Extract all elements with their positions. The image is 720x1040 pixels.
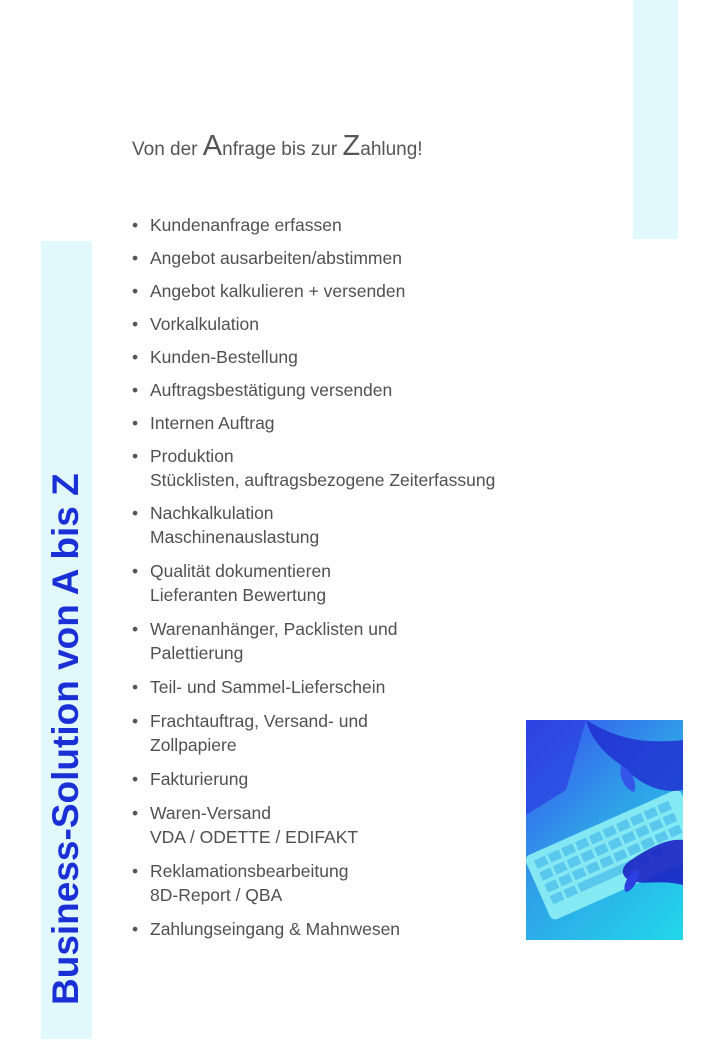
step-detail: Zollpapiere [150, 735, 237, 755]
process-step [132, 213, 602, 237]
process-step [132, 617, 602, 665]
step-detail: Palettierung [150, 643, 244, 663]
step-label: • Kundenanfrage erfassen [150, 215, 342, 235]
side-title: Business-Solution von A bis Z [45, 473, 86, 1005]
process-step [132, 279, 602, 303]
step-detail: 8D-Report / QBA [150, 885, 283, 905]
step-detail: Lieferanten Bewertung [150, 585, 327, 605]
step-label: • Fakturierung [150, 769, 249, 789]
step-label: • Nachkalkulation [150, 503, 274, 523]
step-label: • Angebot ausarbeiten/abstimmen [150, 248, 402, 268]
process-step [132, 345, 602, 369]
process-step [132, 501, 602, 549]
keyboard-hands-illustration [526, 720, 683, 940]
step-label: • Teil- und Sammel-Lieferschein [150, 677, 386, 697]
heading-mid: nfrage bis zur [222, 139, 343, 160]
step-label: • Kunden-Bestellung [150, 347, 298, 367]
step-label: • Waren-Versand [150, 803, 271, 823]
process-step [132, 559, 602, 607]
top-decor-band [633, 0, 678, 239]
step-label: • Frachtauftrag, Versand- und [150, 711, 368, 731]
step-label: • Auftragsbestätigung versenden [150, 380, 393, 400]
process-step [132, 312, 602, 336]
step-label: • Warenanhänger, Packlisten und [150, 619, 398, 639]
keyboard-hands-photo [526, 720, 683, 940]
step-label: • Produktion [150, 446, 234, 466]
process-step [132, 444, 602, 492]
step-detail: VDA / ODETTE / EDIFAKT [150, 827, 359, 847]
heading-suffix: ahlung! [360, 139, 423, 160]
step-label: • Qualität dokumentieren [150, 561, 331, 581]
page-heading [132, 130, 423, 163]
heading-initial-z: Z [342, 130, 361, 162]
step-label: • Vorkalkulation [150, 314, 259, 334]
step-label: • Internen Auftrag [150, 413, 275, 433]
step-detail: Stücklisten, auftragsbezogene Zeiterfassung [150, 470, 496, 490]
step-detail: Maschinenauslastung [150, 527, 320, 547]
step-label: • Zahlungseingang & Mahnwesen [150, 919, 401, 939]
heading-initial-a: A [202, 130, 223, 162]
process-step [132, 378, 602, 402]
process-step [132, 411, 602, 435]
step-label: • Reklamationsbearbeitung [150, 861, 349, 881]
step-label: • Angebot kalkulieren + versenden [150, 281, 406, 301]
heading-prefix: Von der [132, 139, 203, 160]
process-step [132, 675, 602, 699]
process-step [132, 246, 602, 270]
